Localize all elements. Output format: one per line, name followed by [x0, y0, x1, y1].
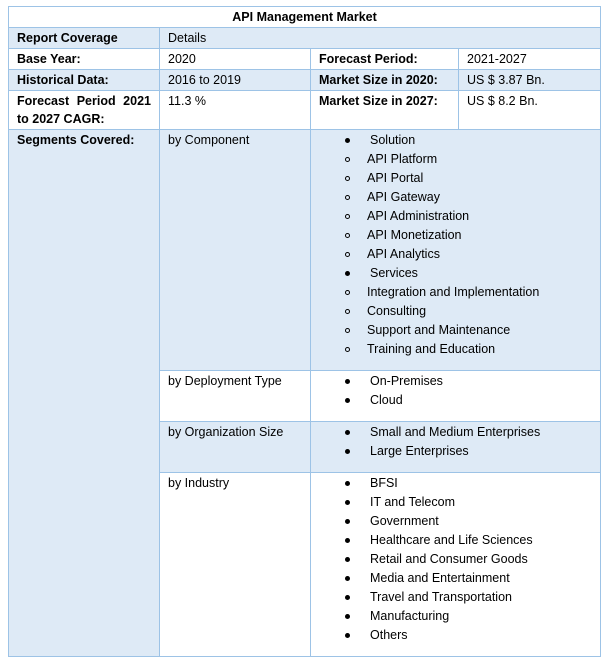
list-item-text: BFSI — [370, 476, 398, 490]
row-historical-data — [9, 70, 601, 91]
list-item-text: Healthcare and Life Sciences — [370, 533, 533, 547]
bullet-circle-icon — [341, 226, 353, 245]
label-historical-data: Historical Data: — [9, 70, 160, 91]
bullet-dot-icon — [341, 569, 353, 588]
list-item — [319, 302, 592, 321]
bullet-circle-icon — [341, 150, 353, 169]
segment-name: by Organization Size — [160, 422, 311, 473]
list-item — [319, 169, 592, 188]
list-item-text: On-Premises — [370, 374, 443, 388]
segment-list — [319, 372, 592, 420]
label-market-size-2027: Market Size in 2027: — [311, 91, 459, 130]
bullet-dot-icon — [341, 512, 353, 531]
list-item-text: Media and Entertainment — [370, 571, 510, 585]
segment-items-cell — [311, 473, 601, 657]
list-item-text: API Gateway — [367, 190, 440, 204]
bullet-dot-icon — [341, 442, 353, 461]
list-item — [319, 391, 592, 410]
value-cagr: 11.3 % — [160, 91, 311, 130]
list-item-text: Integration and Implementation — [367, 285, 540, 299]
label-base-year: Base Year: — [9, 49, 160, 70]
list-item-text: Large Enterprises — [370, 444, 469, 458]
bullet-dot-icon — [341, 264, 353, 283]
list-item — [319, 493, 592, 512]
bullet-dot-icon — [341, 423, 353, 442]
list-item — [319, 372, 592, 391]
list-item-text: Consulting — [367, 304, 427, 318]
label-cagr: Forecast Period 2021 to 2027 CAGR: — [9, 91, 160, 130]
bullet-circle-icon — [341, 207, 353, 226]
list-item — [319, 569, 592, 588]
bullet-circle-icon — [341, 283, 353, 302]
list-item — [319, 474, 592, 493]
list-item — [319, 283, 592, 302]
table-title: API Management Market — [9, 7, 601, 28]
list-item — [319, 512, 592, 531]
list-item — [319, 188, 592, 207]
title-row — [9, 7, 601, 28]
bullet-circle-icon — [341, 321, 353, 340]
list-item-text: Cloud — [370, 393, 403, 407]
segment-items-cell — [311, 130, 601, 371]
bullet-circle-icon — [341, 340, 353, 359]
list-item — [319, 423, 592, 442]
label-market-size-2020: Market Size in 2020: — [311, 70, 459, 91]
list-item — [319, 245, 592, 264]
value-market-size-2020: US $ 3.87 Bn. — [459, 70, 601, 91]
list-item-text: API Analytics — [367, 247, 440, 261]
list-item-text: Training and Education — [367, 342, 496, 356]
list-item-text: API Administration — [367, 209, 470, 223]
list-item-text: API Monetization — [367, 228, 462, 242]
segment-items-cell — [311, 422, 601, 473]
bullet-dot-icon — [341, 626, 353, 645]
label-segments-covered: Segments Covered: — [9, 130, 160, 657]
list-item — [319, 131, 592, 150]
bullet-circle-icon — [341, 188, 353, 207]
list-item-text: API Portal — [367, 171, 424, 185]
list-item-text: Manufacturing — [370, 609, 450, 623]
list-item-text: IT and Telecom — [370, 495, 456, 509]
list-item-text: Services — [370, 266, 418, 280]
report-table — [8, 6, 601, 657]
row-base-year — [9, 49, 601, 70]
list-item — [319, 150, 592, 169]
bullet-dot-icon — [341, 588, 353, 607]
segment-list — [319, 131, 592, 369]
list-item — [319, 264, 592, 283]
list-item — [319, 607, 592, 626]
list-item-text: Small and Medium Enterprises — [370, 425, 541, 439]
bullet-dot-icon — [341, 131, 353, 150]
header-report-coverage: Report Coverage — [9, 28, 160, 49]
header-details: Details — [160, 28, 601, 49]
list-item — [319, 531, 592, 550]
bullet-circle-icon — [341, 245, 353, 264]
bullet-dot-icon — [341, 550, 353, 569]
list-item — [319, 626, 592, 645]
segment-name: by Industry — [160, 473, 311, 657]
segment-name: by Component — [160, 130, 311, 371]
list-item-text: Government — [370, 514, 439, 528]
value-base-year: 2020 — [160, 49, 311, 70]
bullet-dot-icon — [341, 531, 353, 550]
list-item — [319, 442, 592, 461]
bullet-dot-icon — [341, 391, 353, 410]
header-row — [9, 28, 601, 49]
list-item — [319, 321, 592, 340]
list-item-text: Support and Maintenance — [367, 323, 511, 337]
bullet-dot-icon — [341, 607, 353, 626]
row-cagr — [9, 91, 601, 130]
bullet-circle-icon — [341, 169, 353, 188]
bullet-circle-icon — [341, 302, 353, 321]
list-item — [319, 550, 592, 569]
list-item — [319, 207, 592, 226]
segment-items-cell — [311, 371, 601, 422]
list-item-text: Others — [370, 628, 408, 642]
bullet-dot-icon — [341, 372, 353, 391]
segment-list — [319, 474, 592, 655]
segment-row-component — [9, 130, 601, 371]
list-item — [319, 340, 592, 359]
bullet-dot-icon — [341, 493, 353, 512]
value-historical-data: 2016 to 2019 — [160, 70, 311, 91]
label-forecast-period: Forecast Period: — [311, 49, 459, 70]
value-market-size-2027: US $ 8.2 Bn. — [459, 91, 601, 130]
value-forecast-period: 2021-2027 — [459, 49, 601, 70]
segment-name: by Deployment Type — [160, 371, 311, 422]
list-item — [319, 588, 592, 607]
segment-list — [319, 423, 592, 471]
list-item-text: Travel and Transportation — [370, 590, 512, 604]
list-item-text: API Platform — [367, 152, 438, 166]
list-item — [319, 226, 592, 245]
list-item-text: Solution — [370, 133, 416, 147]
list-item-text: Retail and Consumer Goods — [370, 552, 528, 566]
bullet-dot-icon — [341, 474, 353, 493]
